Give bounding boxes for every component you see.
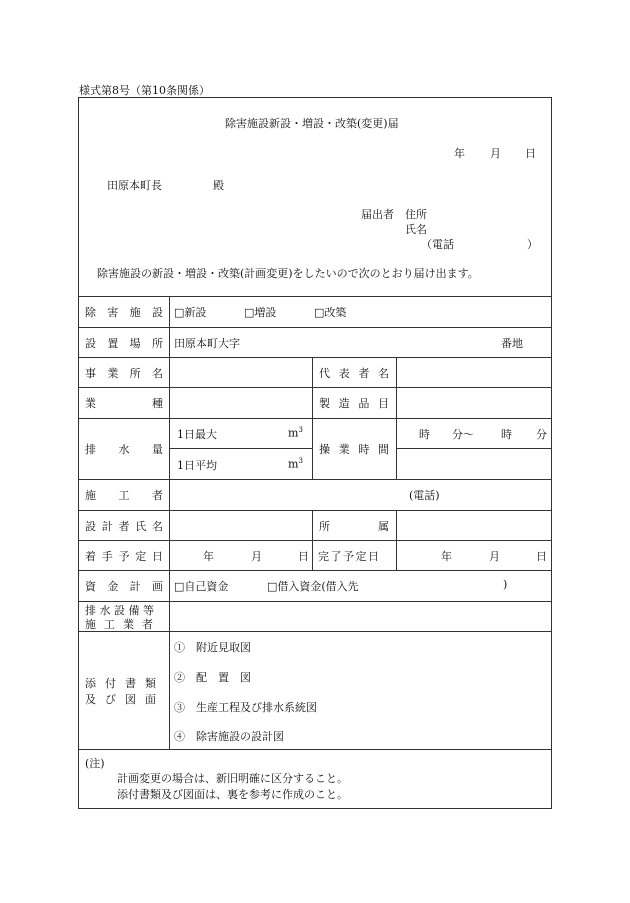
attachment-item: ② 配 置 図 — [174, 671, 251, 684]
date-year: 年 — [454, 147, 465, 160]
funding-loan-close: ) — [503, 578, 508, 591]
contractor-phone: (電話) — [409, 489, 440, 502]
intro-text: 除害施設の新設・増設・改築(計画変更)をしたいので次のとおり届け出ます。 — [97, 267, 479, 280]
label-representative: 代 表 者 名 — [319, 367, 389, 380]
end-day: 日 — [536, 550, 547, 563]
drainage-avg-label: 1日平均 — [177, 459, 217, 472]
drainage-avg-unit: $m^3$ — [288, 457, 303, 471]
label-designer: 設 計 者 氏 名 — [85, 520, 163, 533]
funding-own-checkbox[interactable]: □自己資金 — [174, 580, 229, 593]
notifier-phone-close: ） — [527, 238, 538, 251]
hours-start-hour: 時 — [419, 428, 430, 441]
notes-line-1: 計画変更の場合は、新旧明確に区分すること。 — [117, 772, 348, 785]
end-year: 年 — [441, 550, 452, 563]
label-attachments-1: 添付書類 — [85, 677, 165, 690]
label-drainage: 排 水 量 — [85, 443, 163, 456]
hours-end-hour: 時 — [501, 428, 512, 441]
form-title: 除害施設新設・増設・改築(変更)届 — [225, 117, 399, 130]
start-day: 日 — [298, 550, 309, 563]
attachment-item: ① 附近見取図 — [174, 641, 251, 654]
honorific: 殿 — [213, 179, 224, 192]
notifier-address: 住所 — [405, 208, 427, 221]
attachment-item: ③ 生産工程及び排水系統図 — [174, 701, 317, 714]
label-drain-contractor-2: 施工業者 — [85, 618, 161, 631]
facility-renovate-checkbox[interactable]: □改築 — [314, 306, 347, 319]
form-frame — [78, 97, 552, 809]
hours-end-min: 分 — [536, 428, 547, 441]
facility-expand-checkbox[interactable]: □増設 — [244, 306, 277, 319]
drainage-max-label: 1日最大 — [177, 428, 217, 441]
attachment-item: ④ 除害施設の設計図 — [174, 730, 284, 743]
notifier-name: 氏名 — [405, 223, 427, 236]
end-month: 月 — [489, 550, 500, 563]
label-facility: 除 害 施 設 — [85, 306, 163, 319]
label-affiliation: 所 属 — [319, 520, 389, 533]
notes-line-2: 添付書類及び図面は、裏を参考に作成のこと。 — [117, 788, 348, 801]
label-operating-hours: 操 業 時 間 — [319, 443, 389, 456]
start-year: 年 — [203, 550, 214, 563]
drainage-max-unit: $m^3$ — [288, 426, 303, 440]
label-drain-contractor-1: 排水設備等 — [85, 604, 158, 617]
label-contractor: 施 工 者 — [85, 489, 163, 502]
notifier-phone: （電話 — [421, 238, 454, 251]
facility-new-checkbox[interactable]: □新設 — [174, 306, 207, 319]
hours-start-min: 分〜 — [452, 428, 474, 441]
label-completion: 完了予定日 — [318, 550, 381, 563]
addressee: 田原本町長 — [107, 179, 162, 192]
location-value: 田原本町大字 — [174, 337, 240, 350]
location-suffix: 番地 — [501, 337, 523, 350]
start-month: 月 — [251, 550, 262, 563]
form-number: 様式第8号（第10条関係） — [79, 84, 210, 97]
date-month: 月 — [490, 147, 501, 160]
label-start: 着 手 予 定 日 — [85, 550, 163, 563]
notes-head: (注) — [85, 757, 105, 770]
label-product: 製 造 品 目 — [319, 397, 389, 410]
date-day: 日 — [525, 147, 536, 160]
funding-loan-checkbox[interactable]: □借入資金(借入先 — [267, 580, 359, 593]
notifier-label: 届出者 — [361, 208, 394, 221]
label-location: 設 置 場 所 — [85, 337, 163, 350]
label-attachments-2: 及び図面 — [85, 693, 165, 706]
label-funding: 資 金 計 画 — [85, 580, 163, 593]
label-office: 事 業 所 名 — [85, 367, 163, 380]
label-industry: 業 種 — [85, 397, 163, 410]
